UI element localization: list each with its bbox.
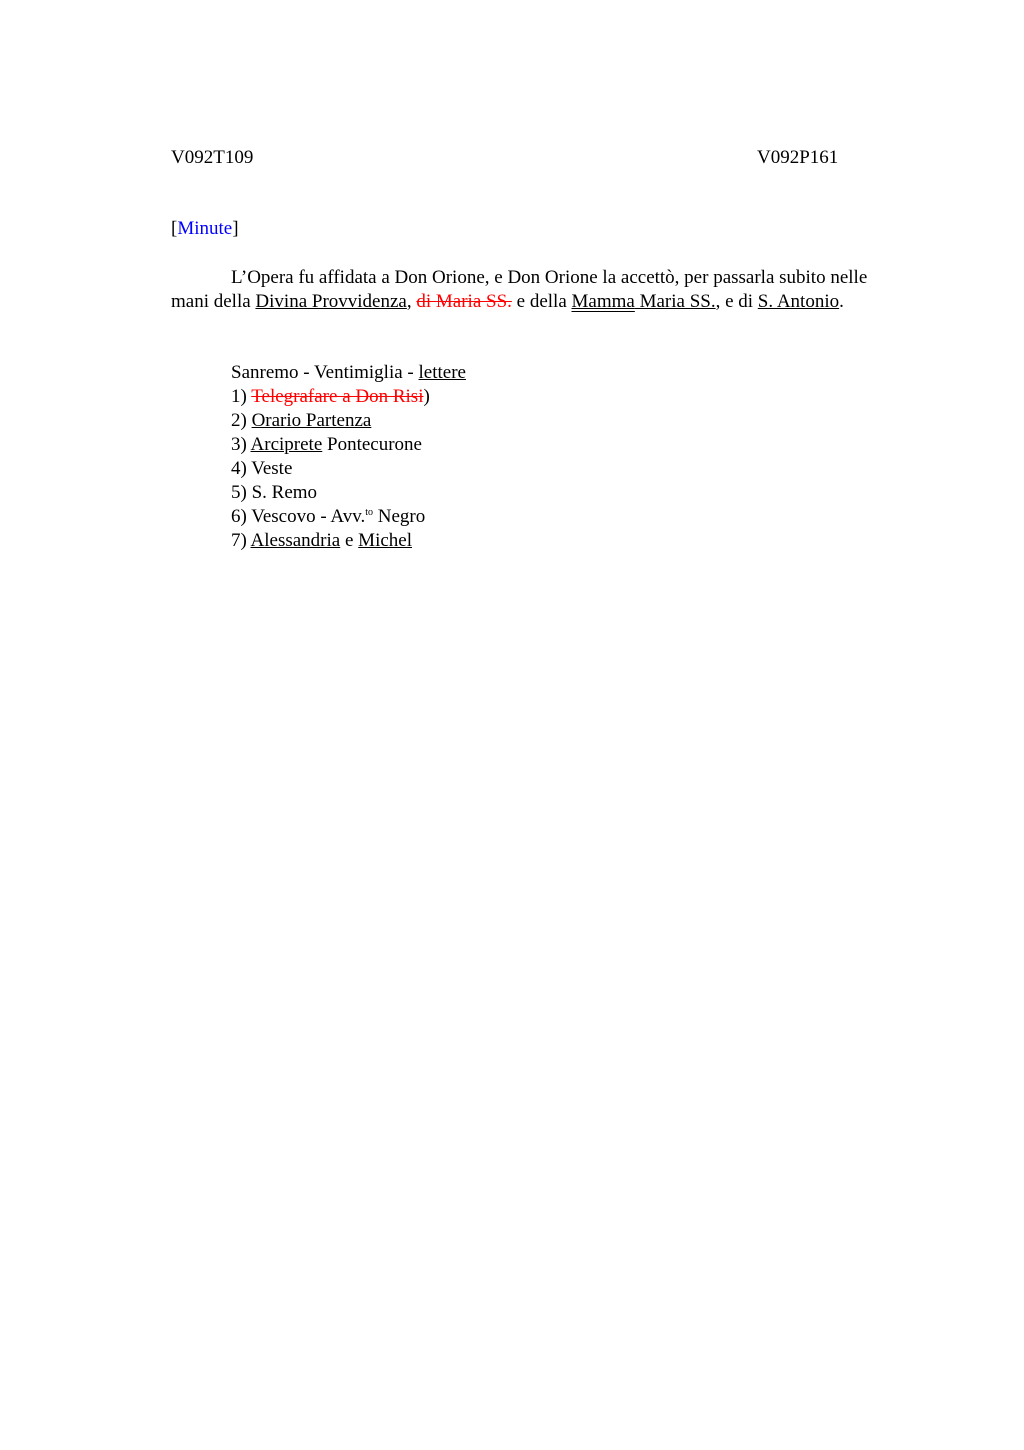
underlined-lettere: lettere [418,362,466,383]
list-heading [231,361,466,385]
text-run: 6) Vescovo - Avv. [231,506,366,527]
item-number: 1) [231,386,252,407]
double-underlined-mamma: Mamma [571,291,635,312]
text-run: , [406,291,417,312]
list-item-5: 5) S. Remo [231,482,318,503]
item-number: 7) [231,530,251,551]
paragraph-line-2 [171,290,844,314]
list-item-7 [231,529,466,553]
text-run: e [340,530,359,551]
list-item-3 [231,433,466,457]
item-number: 2) [231,410,252,431]
underlined-michel: Michel [358,530,412,551]
underlined-alessandria: Alessandria [250,530,341,551]
list-item-4: 4) Veste [231,458,293,479]
text-run: Pontecurone [322,434,422,455]
text-run: . [839,291,844,312]
deleted-text: Telegrafare a Don Risi [251,386,424,407]
underlined-arciprete: Arciprete [250,434,323,455]
list-item-2 [231,409,466,433]
text-run: Negro [373,506,426,527]
bracket-open: [ [171,218,178,239]
bracket-close: ] [232,218,239,239]
underlined-orario-partenza: Orario Partenza [251,410,372,431]
text-run: , e di [715,291,758,312]
deleted-text: di Maria SS. [416,291,512,312]
text-run: ) [423,386,430,407]
section-label [171,218,239,240]
underlined-maria-ss: Maria SS. [634,291,716,312]
todo-list [231,361,466,553]
superscript: to [365,507,373,518]
item-number: 3) [231,434,251,455]
list-item-1 [231,385,466,409]
section-title: Minute [177,218,233,239]
text-run: Sanremo - Ventimiglia - [231,362,419,383]
underlined-divina-provvidenza: Divina Provvidenza [255,291,407,312]
document-code-left: V092T109 [171,147,254,168]
text-run: e della [511,291,572,312]
list-item-6 [231,505,466,529]
document-code-right: V092P161 [757,147,839,168]
underlined-s-antonio: S. Antonio [757,291,840,312]
paragraph-line-1: L’Opera fu affidata a Don Orione, e Don Orione la accettò, per passarla subito nelle [231,267,868,288]
text-run: mani della [171,291,256,312]
